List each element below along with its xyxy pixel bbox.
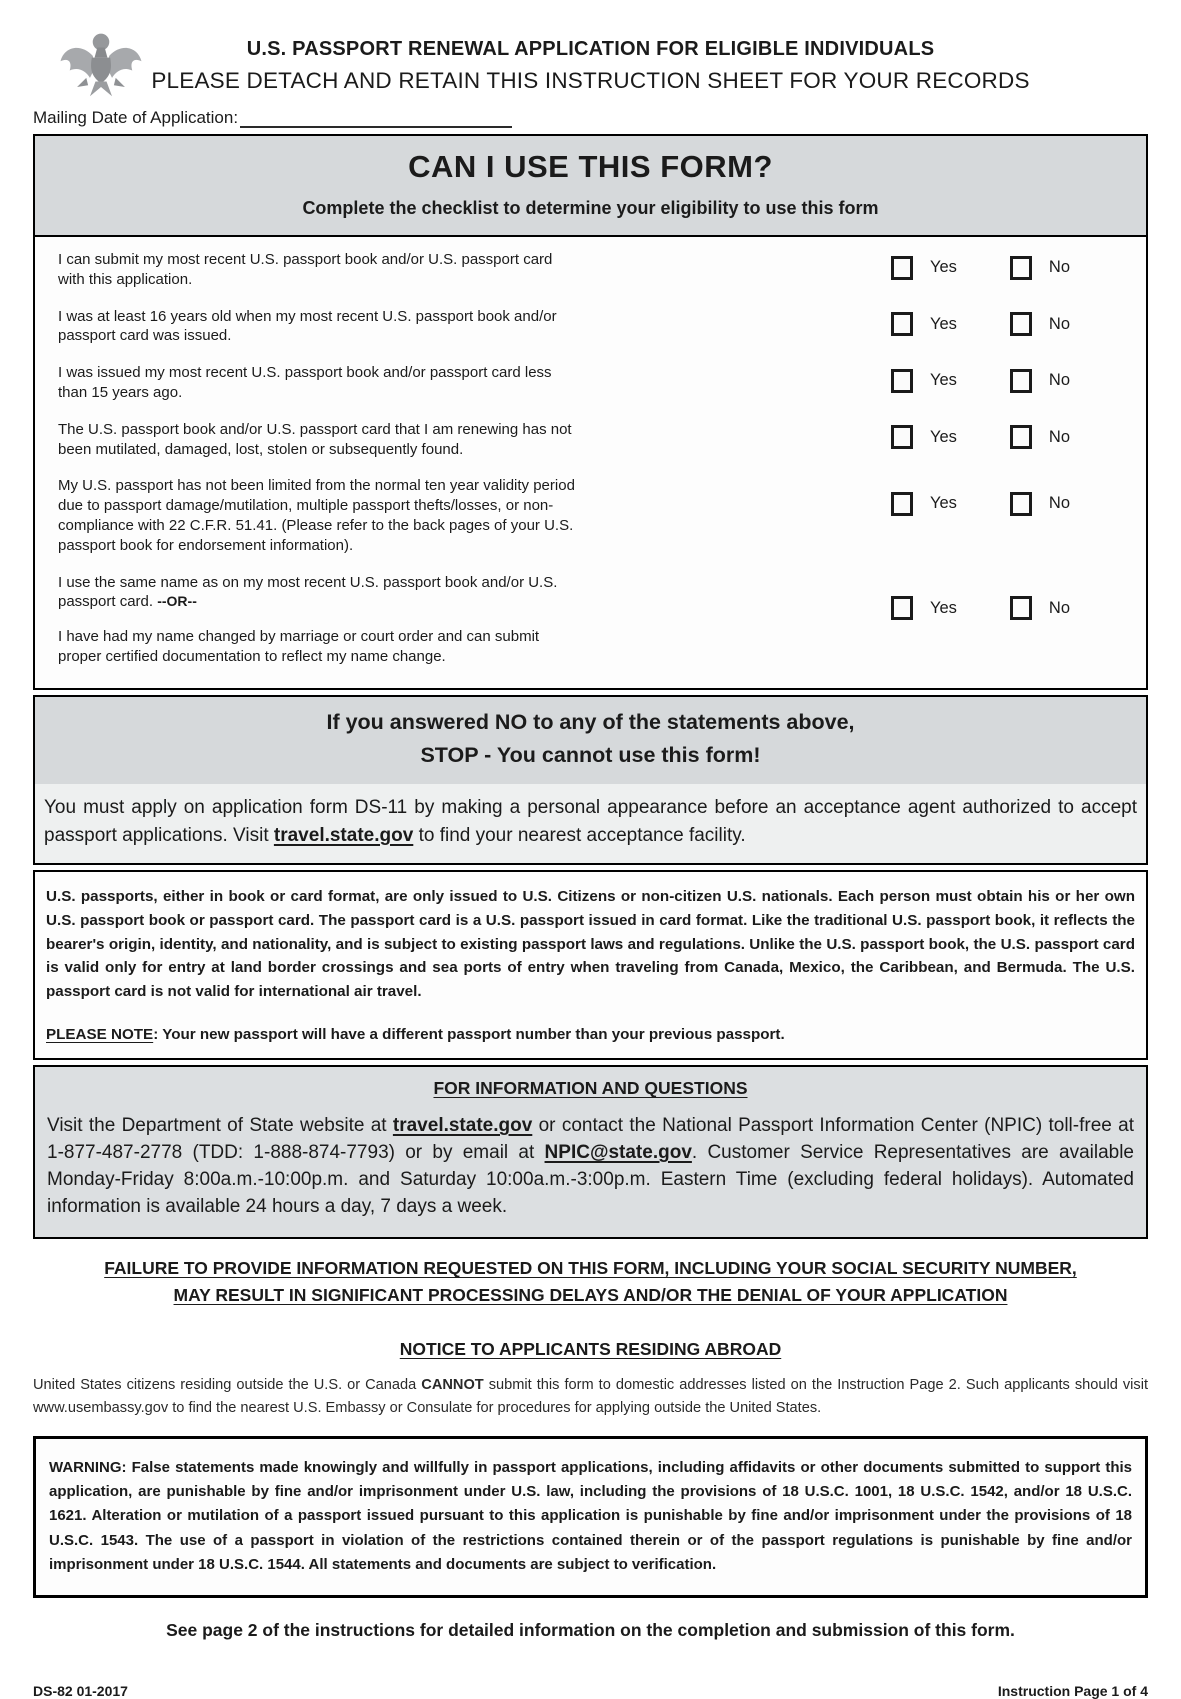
- stop-body: [35, 784, 1146, 863]
- page-number: Instruction Page 1 of 4: [997, 1683, 1148, 1699]
- us-great-seal-eagle-icon: [55, 30, 147, 122]
- yes-checkbox[interactable]: [891, 256, 913, 280]
- information-title: FOR INFORMATION AND QUESTIONS: [433, 1078, 748, 1099]
- form-number: DS-82 01-2017: [33, 1683, 128, 1699]
- stop-body-text: You must apply on application form DS-11 by making a personal appearance before an acceptance agent authorized to accept passport applications. Visit: [44, 797, 1137, 846]
- yes-no-answers: [891, 424, 1070, 451]
- eligibility-box: [33, 134, 1148, 690]
- failure-notice-line2: MAY RESULT IN SIGNIFICANT PROCESSING DELAYS AND/OR THE DENIAL OF YOUR APPLICATION: [173, 1285, 1008, 1306]
- eligibility-subtitle: Complete the checklist to determine your eligibility to use this form: [302, 198, 879, 218]
- information-box: [33, 1065, 1148, 1239]
- statement-text: I was at least 16 years old when my most recent U.S. passport book and/or passport card was issued.: [58, 307, 557, 345]
- no-checkbox[interactable]: [1010, 492, 1032, 516]
- cannot-emphasis: CANNOT: [421, 1377, 484, 1394]
- statement-text: The U.S. passport book and/or U.S. passport card that I am renewing has not been mutilated, damaged, lost, stolen or subsequently found.: [58, 420, 572, 458]
- information-text-segment: or contact the National Passport Information Center (NPIC) toll-free at 1-877-487-2778 (TDD: 1-888-874-7793) or by email at: [47, 1115, 1134, 1164]
- no-checkbox[interactable]: [1010, 596, 1032, 620]
- information-text-segment: Visit the Department of State website at: [47, 1115, 393, 1137]
- statement-text: I can submit my most recent U.S. passport book and/or U.S. passport card with this application.: [58, 251, 553, 288]
- checklist-row: [35, 307, 1146, 347]
- passport-info-text: U.S. passports, either in book or card format, are only issued to U.S. Citizens or non-citizen U.S. nationals. Each person must obtain his or her own U.S. passport book or passport card. The passport card is a U.S. passport issued in card format. Like the traditional U.S. passport book, it reflects the bearer's origin, identity, and nationality, and is subject to existing passport laws and regulations. Unlike the U.S. passport book, the U.S. passport card is valid only for entry at land border crossings and sea ports of entry when traveling from Canada, Mexico, the Caribbean, and Bermuda. The U.S. passport card is not valid for international air travel.: [46, 888, 1135, 1000]
- no-label: No: [1048, 598, 1070, 617]
- statement-alternate: I have had my name changed by marriage or court order and can submit proper certified documentation to reflect my name change.: [58, 628, 540, 665]
- form-title: U.S. PASSPORT RENEWAL APPLICATION FOR ELIGIBLE INDIVIDUALS: [246, 38, 935, 60]
- yes-no-answers: [891, 367, 1070, 394]
- warning-label: WARNING:: [49, 1458, 127, 1476]
- mailing-date-label: Mailing Date of Application:: [33, 108, 239, 127]
- eligibility-title: CAN I USE THIS FORM?: [408, 149, 773, 184]
- see-page2-note: See page 2 of the instructions for detailed information on the completion and submission of this form.: [166, 1620, 1015, 1641]
- travel-state-gov-link[interactable]: travel.state.gov: [392, 1115, 533, 1137]
- npic-email-link[interactable]: NPIC@state.gov: [544, 1142, 692, 1164]
- stop-heading-line2: STOP - You cannot use this form!: [420, 743, 761, 768]
- checklist-row: [35, 420, 1146, 460]
- abroad-text-segment: United States citizens residing outside the U.S. or Canada: [33, 1377, 422, 1394]
- statement-text: [35, 573, 575, 667]
- no-label: No: [1048, 494, 1070, 513]
- form-subtitle: PLEASE DETACH AND RETAIN THIS INSTRUCTION SHEET FOR YOUR RECORDS: [151, 68, 1030, 93]
- abroad-notice-title-text: NOTICE TO APPLICANTS RESIDING ABROAD: [399, 1339, 782, 1360]
- mailing-date-field[interactable]: [240, 110, 512, 128]
- yes-label: Yes: [929, 258, 957, 276]
- passport-info-box: [33, 870, 1148, 1060]
- abroad-notice-title: [33, 1339, 1148, 1360]
- information-text-segment: . Customer Service Representatives are available Monday-Friday 8:00a.m.-10:00p.m. and Saturday 10:00a.m.-3:00p.m. Eastern Time (excluding federal holidays). Automated information is available 24 hours a day, 7 days a week.: [47, 1142, 1135, 1218]
- no-checkbox[interactable]: [1010, 312, 1032, 336]
- yes-label: Yes: [929, 494, 957, 513]
- yes-no-answers: [891, 490, 1070, 517]
- checklist-row: [35, 476, 1146, 555]
- travel-state-gov-link[interactable]: travel.state.gov: [273, 824, 414, 846]
- or-separator: --OR--: [157, 593, 197, 610]
- abroad-text-segment: submit this form to domestic addresses listed on the Instruction Page 2. Such applicants should visit www.usembassy.gov to find the nearest U.S. Embassy or Consulate for procedures for applying outside the United States.: [33, 1377, 1148, 1417]
- checklist-row: [35, 573, 1146, 667]
- please-note-line: [46, 1026, 1135, 1043]
- please-note-text: : Your new passport will have a different passport number than your previous passport.: [153, 1026, 785, 1044]
- no-checkbox[interactable]: [1010, 425, 1032, 449]
- statement-text: I was issued my most recent U.S. passport book and/or passport card less than 15 years ago.: [58, 364, 552, 401]
- no-label: No: [1048, 371, 1070, 390]
- warning-box: [33, 1436, 1148, 1598]
- yes-checkbox[interactable]: [891, 312, 913, 336]
- stop-heading: [35, 697, 1146, 785]
- yes-label: Yes: [929, 314, 957, 333]
- stop-body-text: to find your nearest acceptance facility.: [413, 824, 746, 846]
- failure-notice-line1: FAILURE TO PROVIDE INFORMATION REQUESTED ON THIS FORM, INCLUDING YOUR SOCIAL SECURITY NUMBER,: [104, 1258, 1077, 1279]
- failure-notice: [33, 1255, 1148, 1309]
- eligibility-checklist: [35, 237, 1146, 688]
- stop-heading-line1: If you answered NO to any of the statements above,: [326, 709, 855, 734]
- eligibility-header: [35, 136, 1146, 237]
- abroad-notice-text: [33, 1374, 1148, 1419]
- please-note-label: PLEASE NOTE: [46, 1026, 154, 1044]
- no-label: No: [1048, 258, 1070, 276]
- checklist-row: [35, 250, 1146, 290]
- page-footer: [33, 1683, 1148, 1699]
- yes-label: Yes: [929, 371, 957, 390]
- yes-label: Yes: [929, 427, 957, 446]
- checklist-row: [35, 363, 1146, 403]
- yes-no-answers: [891, 595, 1070, 622]
- yes-checkbox[interactable]: [891, 492, 913, 516]
- yes-label: Yes: [929, 598, 957, 617]
- statement-text: My U.S. passport has not been limited from the normal ten year validity period due to passport damage/mutilation, multiple passport thefts/losses, or non-compliance with 22 C.F.R. 51.41. (Please refer to the back pages of your U.S. passport book for endorsement information).: [58, 477, 575, 554]
- form-header: [33, 0, 1148, 128]
- no-label: No: [1048, 314, 1070, 333]
- statement-main: I use the same name as on my most recent U.S. passport book and/or U.S. passport card.: [58, 573, 558, 611]
- yes-checkbox[interactable]: [891, 596, 913, 620]
- no-checkbox[interactable]: [1010, 256, 1032, 280]
- yes-no-answers: [891, 311, 1070, 338]
- yes-no-answers: [891, 254, 1070, 281]
- yes-checkbox[interactable]: [891, 425, 913, 449]
- warning-text: False statements made knowingly and willfully in passport applications, including affidavits or other documents submitted to support this application, are punishable by fine and/or imprisonment under U.S. law, including the provisions of 18 U.S.C. 1001, 18 U.S.C. 1542, and/or 18 U.S.C. 1621. Alteration or mutilation of a passport issued pursuant to this application is punishable by fine and/or imprisonment under the provisions of 18 U.S.C. 1543. The use of a passport in violation of the restrictions contained therein or of the passport regulations is punishable by fine and/or imprisonment under 18 U.S.C. 1544. All statements and documents are subject to verification.: [49, 1458, 1132, 1573]
- stop-box: [33, 695, 1148, 866]
- no-checkbox[interactable]: [1010, 369, 1032, 393]
- yes-checkbox[interactable]: [891, 369, 913, 393]
- no-label: No: [1048, 427, 1070, 446]
- information-text: [47, 1113, 1134, 1221]
